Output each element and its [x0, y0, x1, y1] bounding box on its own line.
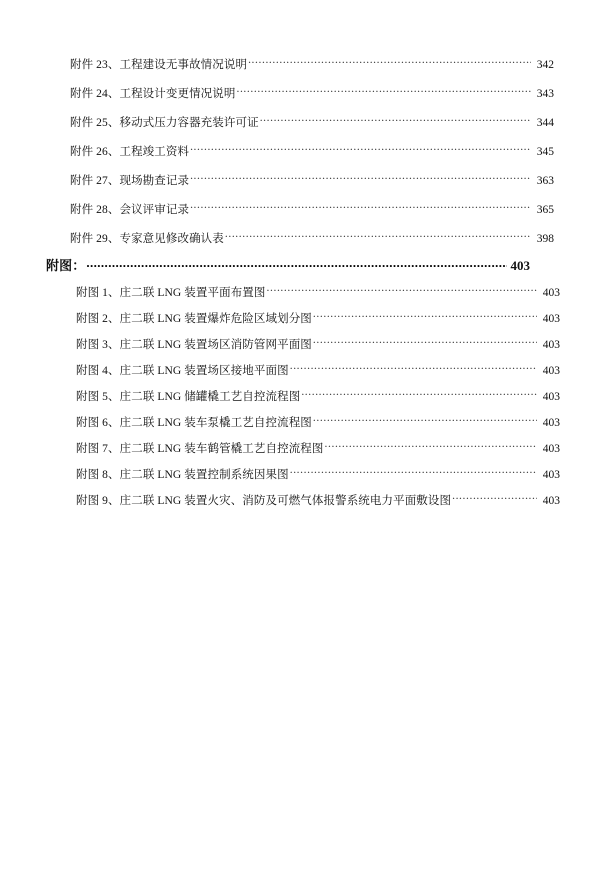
toc-entry-page-number: 403 — [542, 364, 560, 377]
toc-entry[interactable] — [58, 362, 560, 377]
toc-entry-page-number: 365 — [536, 203, 554, 216]
toc-dot-leader — [267, 284, 537, 296]
toc-entry[interactable] — [58, 172, 554, 187]
toc-dot-leader — [325, 440, 537, 452]
toc-dot-leader — [225, 230, 531, 242]
toc-entry[interactable] — [58, 492, 560, 507]
toc-entry[interactable] — [58, 310, 560, 325]
toc-entry-label: 附图 1、庄二联 LNG 装置平面布置图 — [76, 286, 266, 299]
toc-entry[interactable] — [58, 414, 560, 429]
toc-entry[interactable] — [58, 143, 554, 158]
toc-dot-leader — [190, 143, 531, 155]
toc-entry-label: 附件 29、专家意见修改确认表 — [70, 232, 224, 245]
toc-entry[interactable] — [58, 56, 554, 71]
toc-entry-page-number: 344 — [536, 116, 554, 129]
toc-dot-leader — [313, 414, 537, 426]
toc-dot-leader — [86, 257, 507, 270]
toc-entry[interactable] — [58, 440, 560, 455]
toc-dot-leader — [236, 85, 531, 97]
toc-entry-label: 附图 3、庄二联 LNG 装置场区消防管网平面图 — [76, 338, 312, 351]
toc-entry[interactable] — [58, 388, 560, 403]
toc-dot-leader — [290, 466, 537, 478]
toc-entry-label: 附图 5、庄二联 LNG 储罐橇工艺自控流程图 — [76, 390, 301, 403]
toc-entry-page-number: 403 — [542, 468, 560, 481]
toc-dot-leader — [313, 336, 537, 348]
toc-group-heading[interactable] — [46, 257, 530, 272]
toc-entry-page-number: 345 — [536, 145, 554, 158]
toc-dot-leader — [452, 492, 537, 504]
toc-entry-label: 附图： — [46, 258, 86, 273]
toc-dot-leader — [313, 310, 537, 322]
toc-entry-label: 附件 25、移动式压力容器充装许可证 — [70, 116, 259, 129]
toc-entry[interactable] — [58, 114, 554, 129]
toc-entry-page-number: 403 — [542, 338, 560, 351]
toc-entry[interactable] — [58, 284, 560, 299]
toc-entry-label: 附图 7、庄二联 LNG 装车鹤管橇工艺自控流程图 — [76, 442, 324, 455]
toc-entry[interactable] — [58, 466, 560, 481]
toc-dot-leader — [190, 201, 531, 213]
toc-entry-label: 附图 2、庄二联 LNG 装置爆炸危险区域划分图 — [76, 312, 312, 325]
toc-entry-page-number: 363 — [536, 174, 554, 187]
toc-entry-page-number: 398 — [536, 232, 554, 245]
toc-entry[interactable] — [58, 230, 554, 245]
toc-entry[interactable] — [58, 85, 554, 100]
toc-entry-page-number: 403 — [542, 286, 560, 299]
toc-entry-page-number: 342 — [536, 58, 554, 71]
toc-entry-page-number: 403 — [542, 312, 560, 325]
toc-entry[interactable] — [58, 336, 560, 351]
toc-dot-leader — [248, 56, 531, 68]
toc-entry-page-number: 343 — [536, 87, 554, 100]
toc-entry-page-number: 403 — [542, 442, 560, 455]
toc-entry-label: 附件 24、工程设计变更情况说明 — [70, 87, 236, 100]
toc-entry-label: 附图 9、庄二联 LNG 装置火灾、消防及可燃气体报警系统电力平面敷设图 — [76, 494, 452, 507]
toc-dot-leader — [190, 172, 531, 184]
toc-entry-label: 附件 26、工程竣工资料 — [70, 145, 190, 158]
toc-entry-label: 附图 8、庄二联 LNG 装置控制系统因果图 — [76, 468, 289, 481]
toc-entry-label: 附图 6、庄二联 LNG 装车泵橇工艺自控流程图 — [76, 416, 312, 429]
toc-entry-page-number: 403 — [510, 258, 530, 273]
toc-entry-label: 附件 23、工程建设无事故情况说明 — [70, 58, 248, 71]
toc-entry-label: 附件 27、现场勘查记录 — [70, 174, 190, 187]
toc-entry-page-number: 403 — [542, 416, 560, 429]
toc-entry-label: 附图 4、庄二联 LNG 装置场区接地平面图 — [76, 364, 289, 377]
toc-dot-leader — [301, 388, 537, 400]
toc-entry-page-number: 403 — [542, 494, 560, 507]
toc-dot-leader — [290, 362, 537, 374]
toc-entry-page-number: 403 — [542, 390, 560, 403]
toc-entry[interactable] — [58, 201, 554, 216]
toc-entry-label: 附件 28、会议评审记录 — [70, 203, 190, 216]
toc-dot-leader — [260, 114, 531, 126]
table-of-contents — [46, 56, 560, 507]
